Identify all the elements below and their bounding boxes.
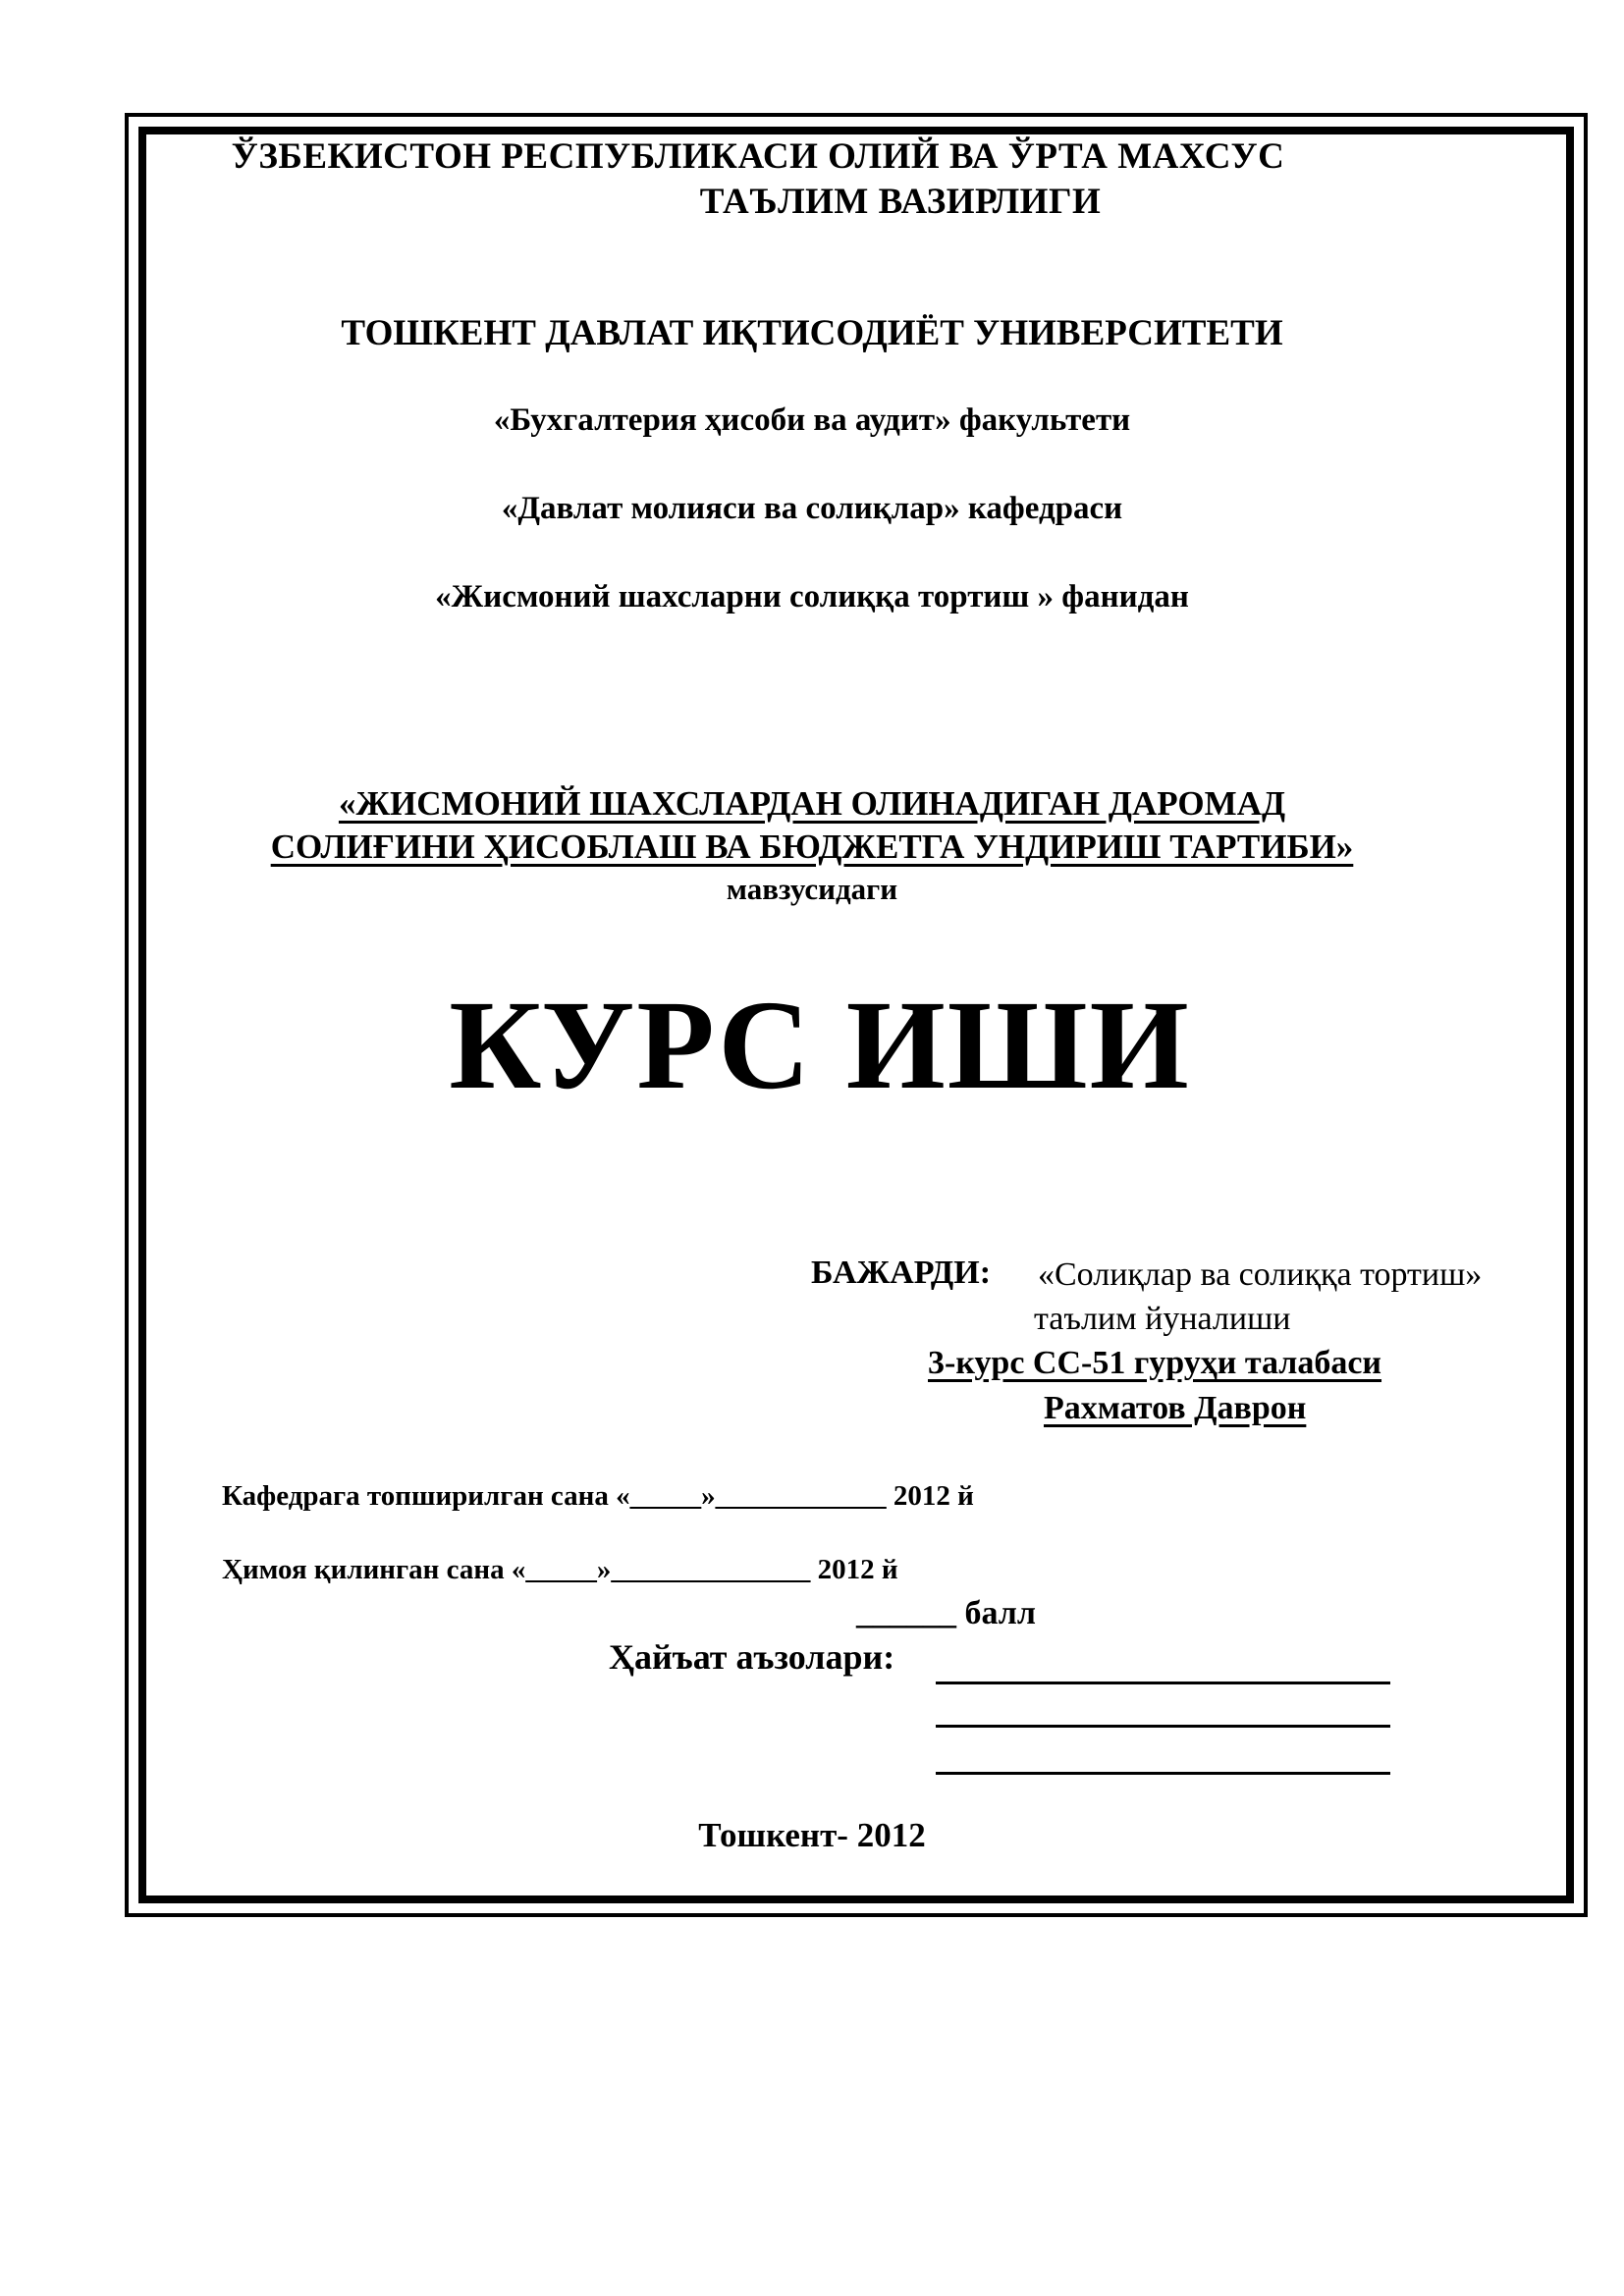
committee-signature-line-1 [936, 1682, 1390, 1684]
committee-label: Ҳайъат аъзолари: [609, 1637, 895, 1677]
university-name: ТОШКЕНТ ДАВЛАТ ИҚТИСОДИЁТ УНИВЕРСИТЕТИ [341, 313, 1283, 353]
defense-date: Ҳимоя қилинган сана «_____»______________ 2012 й [222, 1554, 898, 1585]
ministry-heading [0, 134, 1624, 225]
ministry-line-1: ЎЗБЕКИСТОН РЕСПУБЛИКАСИ ОЛИЙ ВА ЎРТА МАХСУС [231, 136, 1285, 177]
subject-name: «Жисмоний шахсларни солиққа тортиш » фанидан [435, 579, 1189, 614]
performer-name: Рахматов Даврон [1044, 1390, 1307, 1426]
faculty-name: «Бухгалтерия ҳисоби ва аудит» факультети [493, 402, 1131, 438]
submission-date: Кафедрага топширилган сана «_____»____________ 2012 й [222, 1480, 974, 1512]
city-year-footer: Тошкент- 2012 [698, 1816, 926, 1854]
committee-signature-line-2 [936, 1725, 1390, 1728]
performer-direction-line-1: «Солиқлар ва солиққа тортиш» [1038, 1256, 1483, 1293]
document-title: КУРС ИШИ [449, 975, 1191, 1116]
performer-group: 3-курс СС-51 гуруҳи талабаси [928, 1345, 1382, 1381]
committee-signature-line-3 [936, 1772, 1390, 1775]
score-field: ______ балл [856, 1595, 1036, 1631]
performer-label: БАЖАРДИ: [811, 1255, 992, 1291]
department-name: «Давлат молияси ва солиқлар» кафедраси [501, 491, 1123, 526]
topic-title [0, 782, 1624, 869]
performer-direction-line-2: таълим йуналиши [1034, 1301, 1291, 1337]
ministry-line-2: ТАЪЛИМ ВАЗИРЛИГИ [699, 182, 1102, 222]
topic-line-1: «ЖИСМОНИЙ ШАХСЛАРДАН ОЛИНАДИГАН ДАРОМАД [338, 784, 1286, 823]
topic-line-2: СОЛИҒИНИ ҲИСОБЛАШ ВА БЮДЖЕТГА УНДИРИШ ТАРТИБИ» [270, 828, 1354, 866]
topic-suffix: мавзусидаги [726, 872, 898, 906]
